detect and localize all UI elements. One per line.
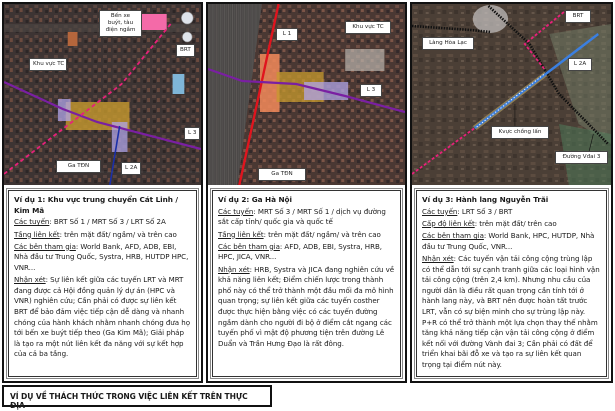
routes-value: : LRT Số 3 / BRT	[457, 206, 513, 216]
map-nguyen-trai-corridor	[412, 4, 611, 185]
map-label-ring-road: Đường Vđai 3	[555, 151, 608, 164]
map-label-l3: L 3	[360, 84, 382, 97]
parties-label: Các bên tham gia	[422, 231, 484, 241]
routes-label: Các tuyến	[218, 206, 254, 216]
levels-value: : trên mặt đất/ ngầm/ và trên cao	[263, 229, 381, 239]
compass-icon	[181, 12, 193, 24]
example-panel-2	[206, 2, 407, 383]
levels-label: Cấp độ liên kết	[422, 218, 475, 228]
zoom-control-icon	[182, 32, 192, 42]
example-panel-3	[410, 2, 613, 383]
levels-value: : trên mặt đất/ ngầm/ và trên cao	[59, 229, 177, 239]
building	[345, 49, 384, 71]
routes-row	[218, 207, 395, 228]
example-description-2	[212, 190, 401, 377]
routes-value: : BRT Số 1 / MRT Số 3 / LRT Số 2A	[49, 217, 166, 227]
comment-label: Nhận xét	[14, 275, 46, 285]
map-label-brt: BRT	[176, 44, 195, 57]
levels-label: Tầng liên kết	[218, 229, 264, 239]
map-label-bus-station: Bến xe buýt, tàu điện ngầm	[99, 10, 142, 37]
routes-row	[14, 217, 191, 228]
example-title: Ví dụ 2: Ga Hà Nội	[218, 195, 292, 204]
levels-row	[218, 230, 395, 241]
parties-label: Các bên tham gia	[14, 241, 76, 251]
levels-row	[422, 219, 601, 230]
map-label-station: Ga TĐN	[258, 168, 306, 181]
map-label-corridor: Kvực chồng lấn	[491, 126, 549, 139]
figure-caption: VÍ DỤ VỀ THÁCH THỨC TRONG VIỆC LIÊN KẾT TRÊN THỰC ĐỊA	[2, 385, 272, 407]
comment-row	[218, 265, 395, 350]
comment-label: Nhận xét	[422, 253, 454, 263]
example-description-3	[416, 190, 607, 377]
routes-label: Các tuyến	[422, 206, 458, 216]
example-title: Ví dụ 1: Khu vực trung chuyển Cát Linh / Kim Mã	[14, 195, 179, 215]
map-label-station: Ga TĐN	[56, 160, 101, 173]
pool	[173, 74, 185, 94]
map-label-area: Khu vực TC	[29, 58, 67, 71]
comment-value: : Sự liên kết giữa các tuyến LRT và MRT đang được cả Hội đồng quản lý dự án (HPC và VNR) nghiên cứu; Cần phải có được sự liên kết BRT để bảo đảm việc tiếp cận dễ dàng và nhanh chóng của hành khách nhằm nhanh chóng đưa họ tới bến xe buýt tiếp theo (Ga Kim Mã); Giải pháp là tạo ra một nút liên kết đa năng với sự kết hợp của cả ba tầng.	[14, 275, 190, 359]
parties-row	[422, 231, 601, 252]
parties-value: : AFD, ADB, EBI, Systra, HRB, HPC, JICA, VNR...	[218, 241, 382, 262]
comment-value: : HRB, Systra và JICA đang nghiên cứu về khả năng liên kết; Điểm chiến lược trong thành phố này có thể trở thành một đầu mối đa mô hình quan trọng; sự liên kết giữa các tuyến costher được thực hiện bằng việc có các tuyến đường ngầm dành cho người đi bộ ở điểm cắt ngang các tuyến phố vì mật độ phương tiện trên đường Lê Duẩn và Trần Hưng Đạo là rất đông.	[218, 264, 395, 348]
comment-row	[422, 254, 601, 371]
levels-row	[14, 230, 191, 241]
parties-row	[14, 242, 191, 274]
building	[68, 32, 78, 46]
example-panel-1	[2, 2, 203, 383]
example-description-1	[8, 190, 197, 377]
example-title: Ví dụ 3: Hành lang Nguyễn Trãi	[422, 195, 549, 204]
routes-label: Các tuyến	[14, 217, 50, 227]
routes-row	[422, 207, 601, 218]
parties-value: : World Bank, AFD, ADB, EBI, Nhà đầu tư Trung Quốc, Systra, HRB, HUTDP HPC, VNR...	[14, 241, 189, 272]
map-label-l2a: L 2A	[121, 162, 141, 175]
map-label-l3: L 3	[184, 127, 200, 140]
map-label-village: Làng Hòa Lạc	[422, 37, 474, 50]
parties-value: : World Bank, HPC, HUTDP, Nhà đầu tư Trung Quốc, VNR...	[422, 231, 595, 251]
comment-value: : Các tuyến vận tải công cộng trùng lập có thể dẫn tới sự cạnh tranh giữa các loại hình vận tải công cộng (trên 2,4 km). Nhưng nhu cầu của người dân là điều rất quan trọng cần tính tới ở hành lang này, và BRT nên được hoàn tất trước LRT, vẫn có sự biện minh cho sự trùng lập này. P+R có thể trở thành một lựa chọn thay thế nhằm tăng khả năng tiếp cận vận tải công cộng ở điểm kết nối với đường Vành đai 3; Cần phải có đất để triển khai bãi đỗ xe và tạo ra sự liên kết quan trọng tại điểm nút này.	[422, 253, 600, 369]
map-cat-linh-kim-ma	[4, 4, 201, 185]
comment-label: Nhận xét	[218, 264, 250, 274]
map-label-l1: L 1	[276, 28, 298, 41]
map-label-area: Khu vực TC	[345, 21, 391, 34]
levels-value: : trên mặt đất/ trên cao	[474, 218, 557, 228]
bus-station-area	[141, 14, 166, 30]
levels-label: Tầng liên kết	[14, 229, 60, 239]
map-label-brt: BRT	[565, 10, 591, 23]
map-label-l2a: L 2A	[568, 58, 592, 71]
comment-row	[14, 275, 191, 360]
parties-label: Các bên tham gia	[218, 241, 280, 251]
routes-value: : MRT Số 3 / MRT Số 1 / dịch vụ đường sắt cấp tỉnh/ quốc gia và quốc tế	[218, 206, 386, 227]
map-ha-noi-station	[208, 4, 405, 185]
parties-row	[218, 242, 395, 263]
